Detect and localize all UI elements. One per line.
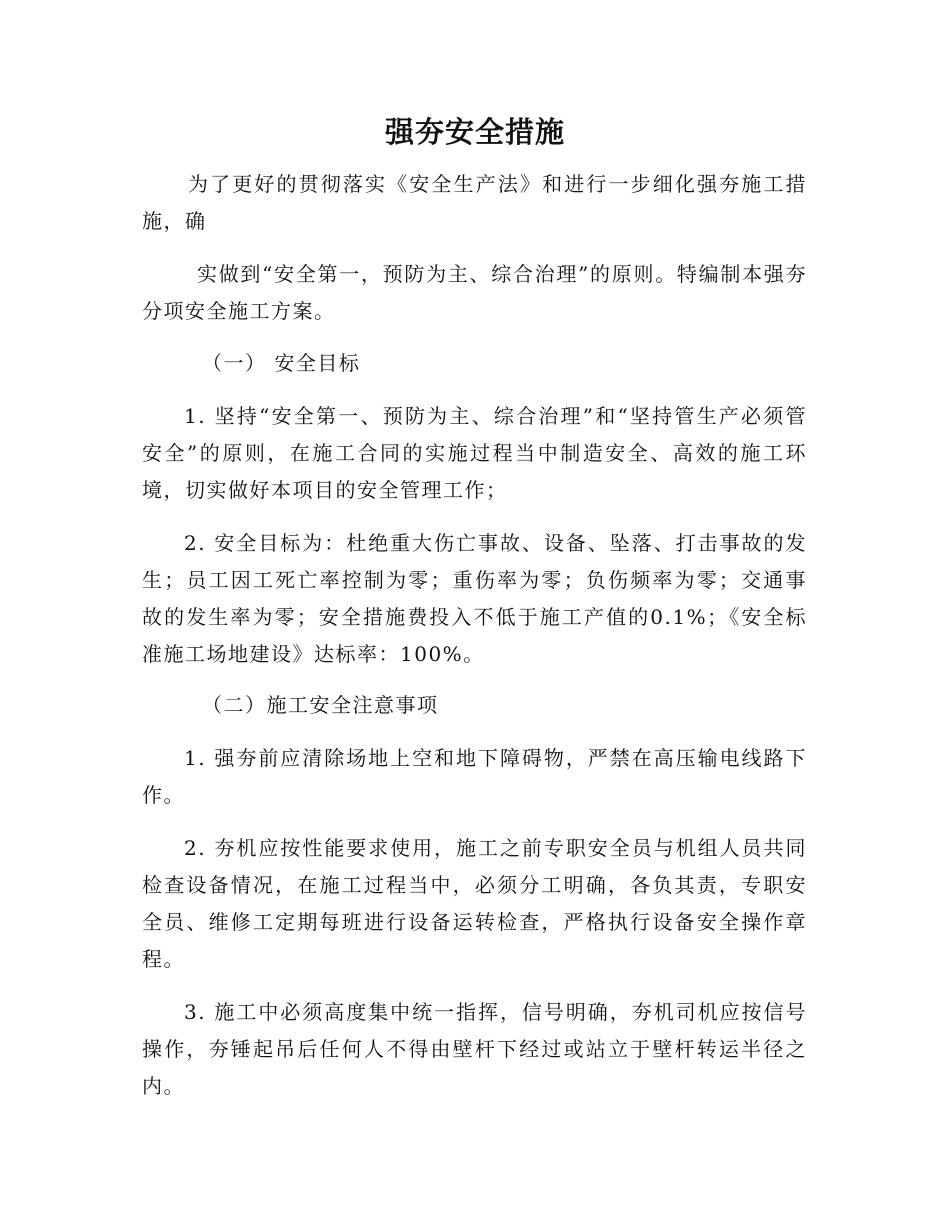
document-title: 强夯安全措施 (384, 115, 565, 149)
safety-goal-item-1: 1. 坚持“安全第一、预防为主、综合治理”和“坚持管生产必须管安全”的原则，在施工合同的实施过程当中制造安全、高效的施工环境，切实做好本项目的安全管理工作； (142, 404, 807, 502)
construction-safety-item-2: 2. 夯机应按性能要求使用，施工之前专职安全员与机组人员共同检查设备情况，在施工过程当中，必须分工明确，各负其责，专职安全员、维修工定期每班进行设备运转检查，严格执行设备安全操作章程。 (142, 836, 807, 971)
intro-paragraph-2: 实做到“安全第一，预防为主、综合治理”的原则。特编制本强夯分项安全施工方案。 (142, 262, 807, 323)
section-heading-construction-safety: （二）施工安全注意事项 (202, 693, 439, 717)
intro-paragraph-1: 为了更好的贯彻落实《安全生产法》和进行一步细化强夯施工措施，确 (142, 172, 807, 233)
construction-safety-item-3: 3. 施工中必须高度集中统一指挥，信号明确，夯机司机应按信号操作，夯锤起吊后任何人不得由壁杆下经过或站立于壁杆转运半径之内。 (142, 1000, 807, 1098)
construction-safety-item-1: 1. 强夯前应清除场地上空和地下障碍物，严禁在高压输电线路下作。 (142, 746, 807, 807)
section-heading-safety-goals: （一） 安全目标 (202, 351, 361, 375)
safety-goal-item-2: 2. 安全目标为：杜绝重大伤亡事故、设备、坠落、打击事故的发生；员工因工死亡率控制为零；重伤率为零；负伤频率为零；交通事故的发生率为零；安全措施费投入不低于施工产值的0.1%；《安全标准施工场地建设》达标率：100%。 (142, 531, 807, 666)
